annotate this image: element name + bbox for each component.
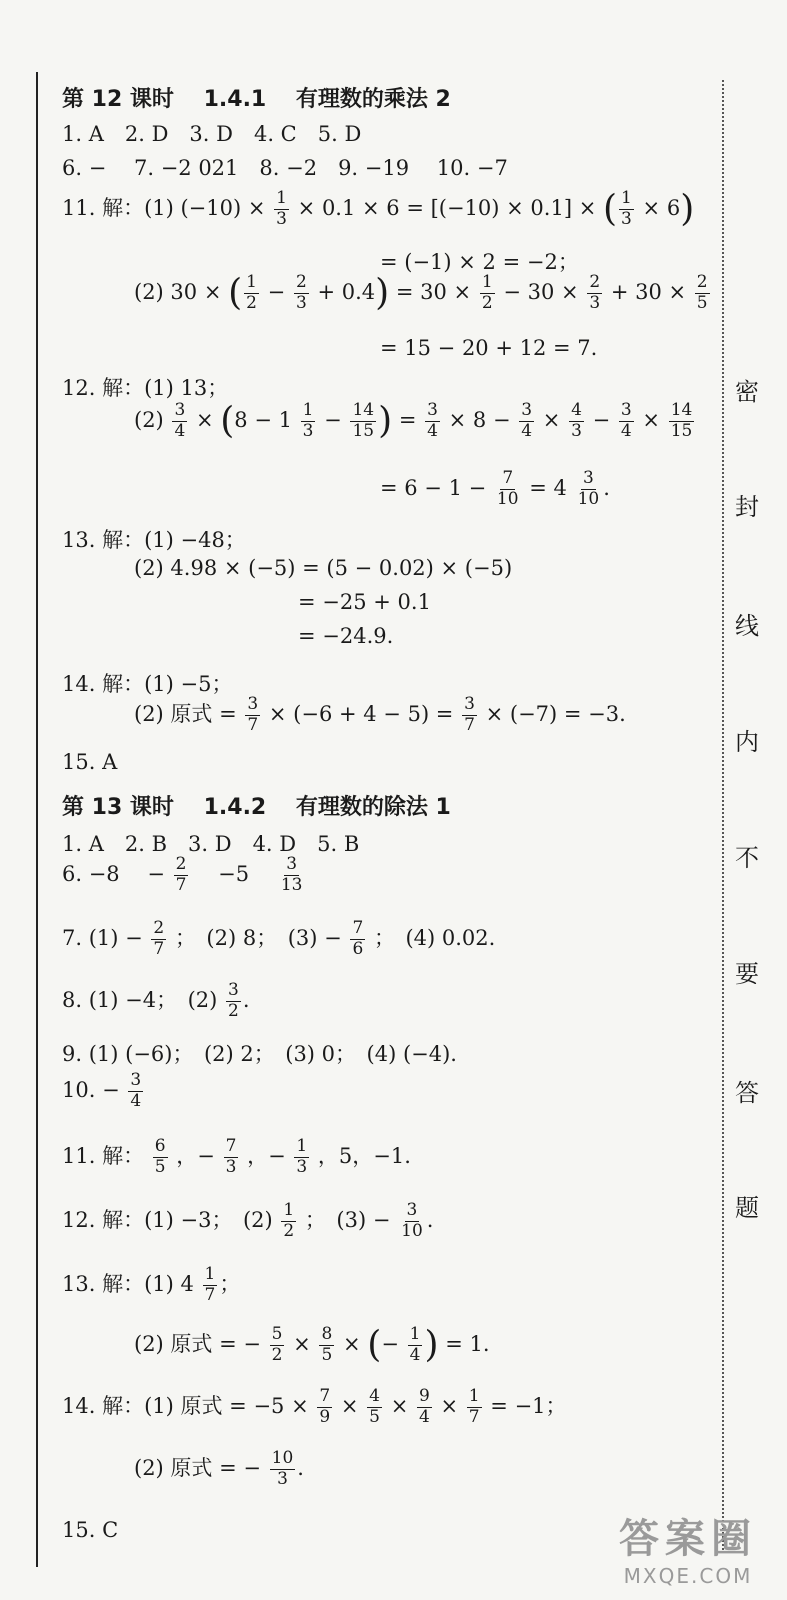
seal-char: 题 xyxy=(735,1194,759,1222)
fraction: $\frac{4}{3}$ xyxy=(571,400,582,441)
q11-answer: 11. 解： $\frac{6}{5}$ ，− $\frac{7}{3}$ ，− $\frac{1}{3}$ ，5，−1. xyxy=(62,1136,411,1177)
seal-char: 要 xyxy=(735,960,759,988)
watermark xyxy=(619,1507,757,1588)
fraction: $\frac{14}{15}$ xyxy=(352,400,375,441)
fraction: $\frac{1}{3}$ xyxy=(296,1136,308,1177)
fraction: $\frac{2}{5}$ xyxy=(696,272,708,313)
fraction: $\frac{9}{4}$ xyxy=(418,1386,430,1427)
fraction: $\frac{2}{7}$ xyxy=(175,854,187,895)
seal-char: 不 xyxy=(735,844,759,872)
fraction: $\frac{1}{7}$ xyxy=(468,1386,480,1427)
fraction: $\frac{3}{4}$ xyxy=(130,1070,142,1111)
fraction: $\frac{3}{4}$ xyxy=(620,400,632,441)
q13-part2: (2) 原式 = − $\frac{5}{2}$ × $\frac{8}{5}$ × (− $\frac{1}{4}$ ) = 1. xyxy=(134,1324,490,1366)
fraction: $\frac{2}{3}$ xyxy=(295,272,307,313)
fraction: $\frac{1}{4}$ xyxy=(409,1324,421,1365)
section-heading: 第 12 课时 1.4.1 有理数的乘法 2 xyxy=(62,87,451,112)
q7-answer: 7. (1) − $\frac{2}{7}$ ； (2) 8； (3) − $\frac{7}{6}$ ； (4) 0.02. xyxy=(62,918,496,959)
answer-line: 1. A 2. D 3. D 4. C 5. D xyxy=(62,122,362,146)
seal-char: 线 xyxy=(735,612,759,640)
q14-part2: (2) 原式 = − $\frac{10}{3}$ . xyxy=(134,1448,304,1489)
q12-answer: 12. 解：(1) −3； (2) $\frac{1}{2}$ ； (3) − $\frac{3}{10}$ . xyxy=(62,1200,434,1241)
q11-part2-result: = 15 − 20 + 12 = 7. xyxy=(380,336,598,360)
q14-part2: (2) 原式 = $\frac{3}{7}$ × (−6 + 4 − 5) = $\frac{3}{7}$ × (−7) = −3. xyxy=(134,694,626,735)
q13-step: = −25 + 0.1 xyxy=(298,590,431,614)
q12-part2-result: = 6 − 1 − $\frac{7}{10}$ = 4 $\frac{3}{10}$ . xyxy=(380,468,610,509)
fraction: $\frac{3}{4}$ xyxy=(521,400,533,441)
q13-part1: 13. 解：(1) 4 $\frac{1}{7}$ ； xyxy=(62,1264,241,1305)
fraction: $\frac{7}{6}$ xyxy=(352,918,364,959)
section-heading: 第 13 课时 1.4.2 有理数的除法 1 xyxy=(62,795,451,820)
q15-answer: 15. C xyxy=(62,1518,119,1542)
q8-answer: 8. (1) −4； (2) $\frac{3}{2}$ . xyxy=(62,980,250,1021)
fraction: $\frac{8}{5}$ xyxy=(321,1324,333,1365)
seal-char: 内 xyxy=(735,728,759,756)
answer-line: 6. − 7. −2 021 8. −2 9. −19 10. −7 xyxy=(62,156,508,180)
fraction: $\frac{5}{2}$ xyxy=(271,1324,283,1365)
seal-char: 答 xyxy=(735,1079,759,1107)
fraction: $\frac{1}{3}$ xyxy=(621,188,632,229)
fraction: $\frac{3}{10}$ xyxy=(577,468,600,509)
watermark-url: MXQE.COM xyxy=(623,1564,753,1588)
q13-part1: 13. 解：(1) −48； xyxy=(62,528,246,552)
fraction: $\frac{1}{2}$ xyxy=(481,272,493,313)
q11-part2: (2) 30 × ( $\frac{1}{2}$ − $\frac{2}{3}$ + 0.4) = 30 × $\frac{1}{2}$ − 30 × $\frac{2}{3}$ + 30 × $\frac{2}{5}$ xyxy=(134,272,708,314)
q13-part2: (2) 4.98 × (−5) = (5 − 0.02) × (−5) xyxy=(134,556,513,580)
seal-char: 密 xyxy=(735,378,759,406)
fraction: $\frac{2}{7}$ xyxy=(153,918,165,959)
answer-line: 1. A 2. B 3. D 4. D 5. B xyxy=(62,832,360,856)
q12-part1: 12. 解：(1) 13； xyxy=(62,376,229,400)
fraction: $\frac{3}{4}$ xyxy=(174,400,186,441)
q13-step: = −24.9. xyxy=(298,624,394,648)
fraction: $\frac{10}{3}$ xyxy=(271,1448,294,1489)
fraction: $\frac{1}{3}$ xyxy=(276,188,287,229)
fraction: $\frac{7}{10}$ xyxy=(496,468,519,509)
fraction: $\frac{3}{7}$ xyxy=(464,694,475,735)
fraction: $\frac{3}{2}$ xyxy=(228,980,239,1021)
fraction: $\frac{6}{5}$ xyxy=(154,1136,166,1177)
fraction: $\frac{1}{2}$ xyxy=(283,1200,295,1241)
fraction: $\frac{3}{4}$ xyxy=(427,400,438,441)
fraction: $\frac{7}{9}$ xyxy=(319,1386,331,1427)
q6-answer: 6. −8 − $\frac{2}{7}$ −5 $\frac{3}{13}$ xyxy=(62,854,303,895)
q15-answer: 15. A xyxy=(62,750,118,774)
seal-char: 封 xyxy=(735,493,759,521)
q14-part1: 14. 解：(1) 原式 = −5 × $\frac{7}{9}$ × $\frac{4}{5}$ × $\frac{9}{4}$ × $\frac{1}{7}$ = −1； xyxy=(62,1386,567,1427)
seal-dotted-line xyxy=(722,80,724,1550)
q12-part2: (2) $\frac{3}{4}$ × (8 − 1 $\frac{1}{3}$ − $\frac{14}{15}$ ) = $\frac{3}{4}$ × 8 − $\frac{3}{4}$ × $\frac{4}{3}$ − $\frac{3}{4}$ × $\frac{14}{15}$ xyxy=(134,400,693,442)
fraction: $\frac{3}{7}$ xyxy=(247,694,259,735)
fraction: $\frac{2}{3}$ xyxy=(589,272,601,313)
fraction: $\frac{7}{3}$ xyxy=(225,1136,237,1177)
fraction: $\frac{4}{5}$ xyxy=(369,1386,380,1427)
q11-part1: 11. 解：(1) (−10) × $\frac{1}{3}$ × 0.1 × 6 = [(−10) × 0.1] × ( $\frac{1}{3}$ × 6) xyxy=(62,188,695,230)
watermark-logo: 答案圈 xyxy=(619,1516,757,1562)
fraction: $\frac{3}{13}$ xyxy=(280,854,303,895)
left-margin-rule xyxy=(36,72,38,1567)
fraction: $\frac{14}{15}$ xyxy=(670,400,693,441)
q14-part1: 14. 解：(1) −5； xyxy=(62,672,233,696)
q10-answer: 10. − $\frac{3}{4}$ xyxy=(62,1070,142,1111)
fraction: $\frac{3}{10}$ xyxy=(401,1200,423,1241)
fraction: $\frac{1}{7}$ xyxy=(204,1264,216,1305)
q11-part1-result: = (−1) × 2 = −2； xyxy=(380,250,579,274)
fraction: $\frac{1}{2}$ xyxy=(246,272,257,313)
q9-answer: 9. (1) (−6)； (2) 2； (3) 0； (4) (−4). xyxy=(62,1042,457,1066)
fraction: $\frac{1}{3}$ xyxy=(302,400,314,441)
